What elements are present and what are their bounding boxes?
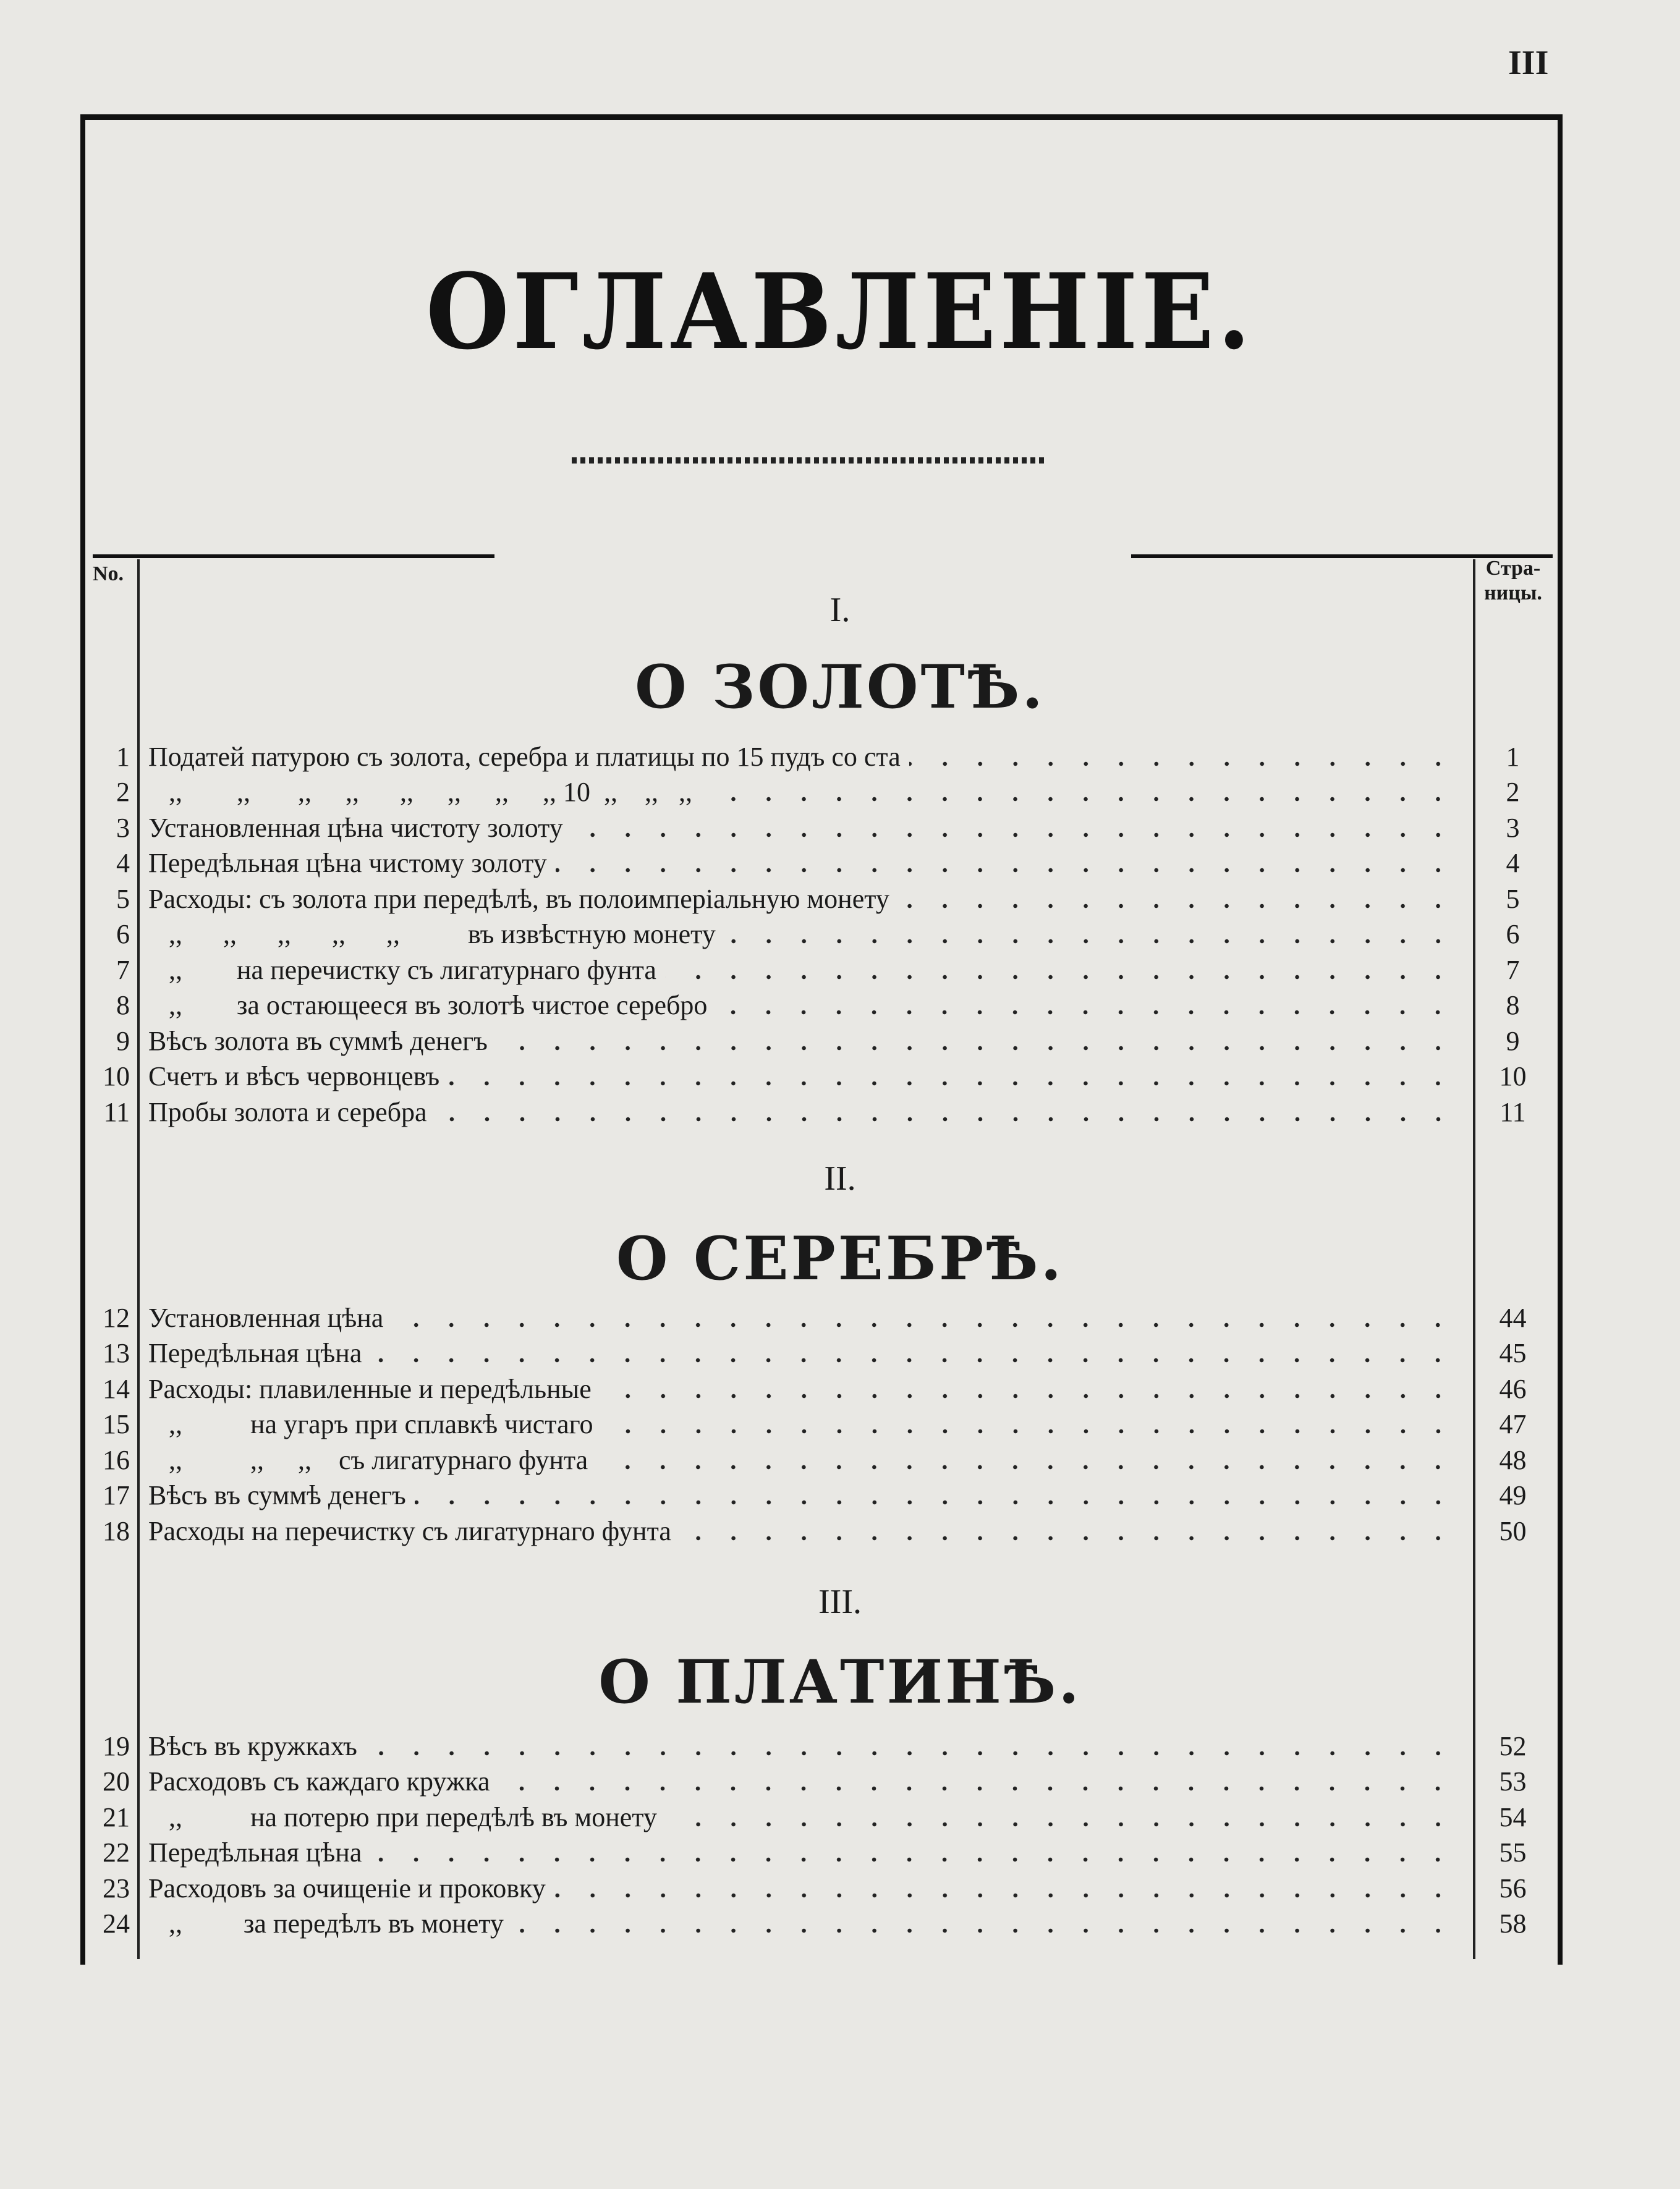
entry-number: 10: [103, 1061, 130, 1091]
dot-leader: [448, 1081, 1456, 1086]
entry-page: 56: [1499, 1873, 1527, 1903]
entry-number: 7: [116, 954, 130, 985]
entry-title: Вѣсъ золота въ суммѣ денегъ: [148, 1025, 488, 1056]
toc-entry: [93, 1762, 1551, 1798]
entry-title: ,, за передѣлъ въ монету: [148, 1908, 504, 1939]
toc-entry: [93, 879, 1551, 915]
toc-list: [93, 737, 1551, 1128]
dot-leader: [370, 1358, 1456, 1363]
entry-page: 47: [1499, 1409, 1527, 1439]
toc-entry: [93, 1369, 1551, 1405]
dot-leader: [666, 1822, 1456, 1827]
toc-entry: [93, 1904, 1551, 1940]
toc-list: [93, 1726, 1551, 1939]
entry-page: 6: [1506, 919, 1520, 949]
entry-number: 15: [103, 1409, 130, 1439]
entry-number: 3: [116, 812, 130, 843]
dot-leader: [724, 939, 1456, 944]
decorative-divider: [572, 457, 1048, 464]
entry-title: Установленная цѣна чистоту золоту: [148, 812, 563, 843]
dot-leader: [498, 1786, 1456, 1791]
entry-title: ,, на перечистку съ лигатурнаго фунта: [148, 954, 656, 985]
entry-number: 14: [103, 1373, 130, 1404]
toc-entry: [93, 1298, 1551, 1334]
entry-page: 8: [1506, 990, 1520, 1020]
dot-leader: [665, 975, 1456, 980]
toc-entry: [93, 1405, 1551, 1441]
dot-leader: [496, 1046, 1456, 1051]
page-title: ОГЛАВЛЕНІЕ.: [426, 250, 1254, 373]
entry-number: 9: [116, 1025, 130, 1056]
toc-entry: [93, 915, 1551, 951]
entry-number: 6: [116, 919, 130, 949]
toc-entry: [93, 1440, 1551, 1476]
toc-entry: [93, 737, 1551, 773]
page-number: III: [1508, 44, 1549, 82]
dot-leader: [572, 832, 1456, 837]
entry-page: 7: [1506, 954, 1520, 985]
entry-number: 16: [103, 1444, 130, 1475]
section-heading: О ПЛАТИНѢ.: [598, 1647, 1082, 1717]
toc-entry: [93, 844, 1551, 879]
entry-page: 9: [1506, 1025, 1520, 1056]
dot-leader: [716, 1010, 1456, 1015]
number-column-header: No.: [93, 562, 124, 585]
pages-header-line1: Стра-: [1485, 557, 1541, 580]
dot-leader: [596, 1465, 1456, 1470]
entry-page: 50: [1499, 1515, 1527, 1546]
section-heading: О СЕРЕБРѢ.: [616, 1224, 1064, 1294]
entry-title: Передѣльная цѣна: [148, 1837, 362, 1868]
entry-title: Вѣсъ въ суммѣ денегъ: [148, 1480, 406, 1510]
toc-list: [93, 1298, 1551, 1547]
entry-title: Вѣсъ въ кружкахъ: [148, 1730, 357, 1761]
entry-number: 21: [103, 1802, 130, 1832]
entry-title: ,, ,, ,, ,, ,, ,, ,, ,, 10 ,, ,, ,,: [148, 777, 692, 807]
dot-leader: [392, 1323, 1456, 1327]
entry-page: 45: [1499, 1338, 1527, 1368]
toc-entry: [93, 1726, 1551, 1762]
toc-entry: [93, 1334, 1551, 1370]
entry-title: Расходы на перечистку съ лигатурнаго фунта: [148, 1515, 671, 1546]
entry-title: Податей патурою съ золота, серебра и платицы по 15 пудъ со ста: [148, 741, 901, 772]
entry-number: 5: [116, 883, 130, 914]
toc-entry: [93, 950, 1551, 986]
entry-title: Расходы: съ золота при передѣлѣ, въ полоимперіальную монету: [148, 883, 889, 914]
entry-number: 24: [103, 1908, 130, 1939]
entry-title: Передѣльная цѣна: [148, 1338, 362, 1368]
entry-page: 52: [1499, 1730, 1527, 1761]
toc-entry: [93, 773, 1551, 808]
dot-leader: [600, 1394, 1456, 1399]
pages-header-line2: ницы.: [1484, 582, 1542, 604]
entry-title: ,, ,, ,, ,, ,, въ извѣстную монету: [148, 919, 716, 949]
entry-number: 19: [103, 1730, 130, 1761]
entry-number: 18: [103, 1515, 130, 1546]
toc-entry: [93, 986, 1551, 1022]
entry-title: Расходы: плавиленные и передѣльные: [148, 1373, 592, 1404]
section-number: I.: [829, 591, 851, 629]
entry-number: 17: [103, 1480, 130, 1510]
dot-leader: [602, 1429, 1456, 1434]
dot-leader: [680, 1536, 1456, 1541]
entry-page: 58: [1499, 1908, 1527, 1939]
entry-page: 48: [1499, 1444, 1527, 1475]
entry-page: 1: [1506, 741, 1520, 772]
entry-number: 22: [103, 1837, 130, 1868]
entry-page: 11: [1500, 1096, 1526, 1127]
dot-leader: [415, 1500, 1456, 1505]
entry-page: 55: [1499, 1837, 1527, 1868]
entry-page: 44: [1499, 1302, 1527, 1333]
section-heading: О ЗОЛОТѢ.: [635, 652, 1045, 722]
header-rule-left: [93, 554, 494, 558]
entry-page: 2: [1506, 777, 1520, 807]
dot-leader: [370, 1857, 1456, 1862]
entry-page: 46: [1499, 1373, 1527, 1404]
entry-number: 20: [103, 1766, 130, 1797]
toc-entry: [93, 1092, 1551, 1128]
entry-page: 5: [1506, 883, 1520, 914]
toc-entry: [93, 1021, 1551, 1057]
entry-title: Пробы золота и серебра: [148, 1096, 427, 1127]
dot-leader: [898, 904, 1456, 908]
entry-number: 2: [116, 777, 130, 807]
section-number: III.: [818, 1583, 862, 1621]
entry-number: 1: [116, 741, 130, 772]
entry-page: 49: [1499, 1480, 1527, 1510]
dot-leader: [556, 868, 1456, 873]
toc-entry: [93, 1797, 1551, 1833]
toc-entry: [93, 1476, 1551, 1512]
entry-number: 23: [103, 1873, 130, 1903]
entry-title: ,, на потерю при передѣлѣ въ монету: [148, 1802, 657, 1832]
toc-entry: [93, 1868, 1551, 1904]
entry-number: 12: [103, 1302, 130, 1333]
toc-entry: [93, 1511, 1551, 1547]
entry-title: ,, ,, ,, съ лигатурнаго фунта: [148, 1444, 588, 1475]
entry-title: ,, на угаръ при сплавкѣ чистаго: [148, 1409, 593, 1439]
toc-entry: [93, 808, 1551, 844]
entry-page: 53: [1499, 1766, 1527, 1797]
entry-title: Расходовъ съ каждаго кружка: [148, 1766, 490, 1797]
dot-leader: [701, 797, 1456, 802]
dot-leader: [909, 761, 1456, 766]
entry-number: 8: [116, 990, 130, 1020]
entry-page: 54: [1499, 1802, 1527, 1832]
dot-leader: [436, 1117, 1456, 1122]
entry-page: 10: [1499, 1061, 1527, 1091]
entry-title: Установленная цѣна: [148, 1302, 384, 1333]
entry-title: Передѣльная цѣна чистому золоту: [148, 848, 547, 878]
toc-entry: [93, 1833, 1551, 1869]
dot-leader: [366, 1751, 1456, 1756]
dot-leader: [554, 1893, 1456, 1898]
dot-leader: [512, 1928, 1456, 1933]
entry-title: Счетъ и вѣсъ червонцевъ: [148, 1061, 440, 1091]
toc-entry: [93, 1057, 1551, 1093]
entry-number: 13: [103, 1338, 130, 1368]
entry-title: ,, за остающееся въ золотѣ чистое серебро: [148, 990, 708, 1020]
section-number: II.: [824, 1159, 856, 1198]
entry-title: Расходовъ за очищеніе и проковку: [148, 1873, 546, 1903]
entry-page: 3: [1506, 812, 1520, 843]
entry-number: 11: [103, 1096, 130, 1127]
entry-number: 4: [116, 848, 130, 878]
entry-page: 4: [1506, 848, 1520, 878]
